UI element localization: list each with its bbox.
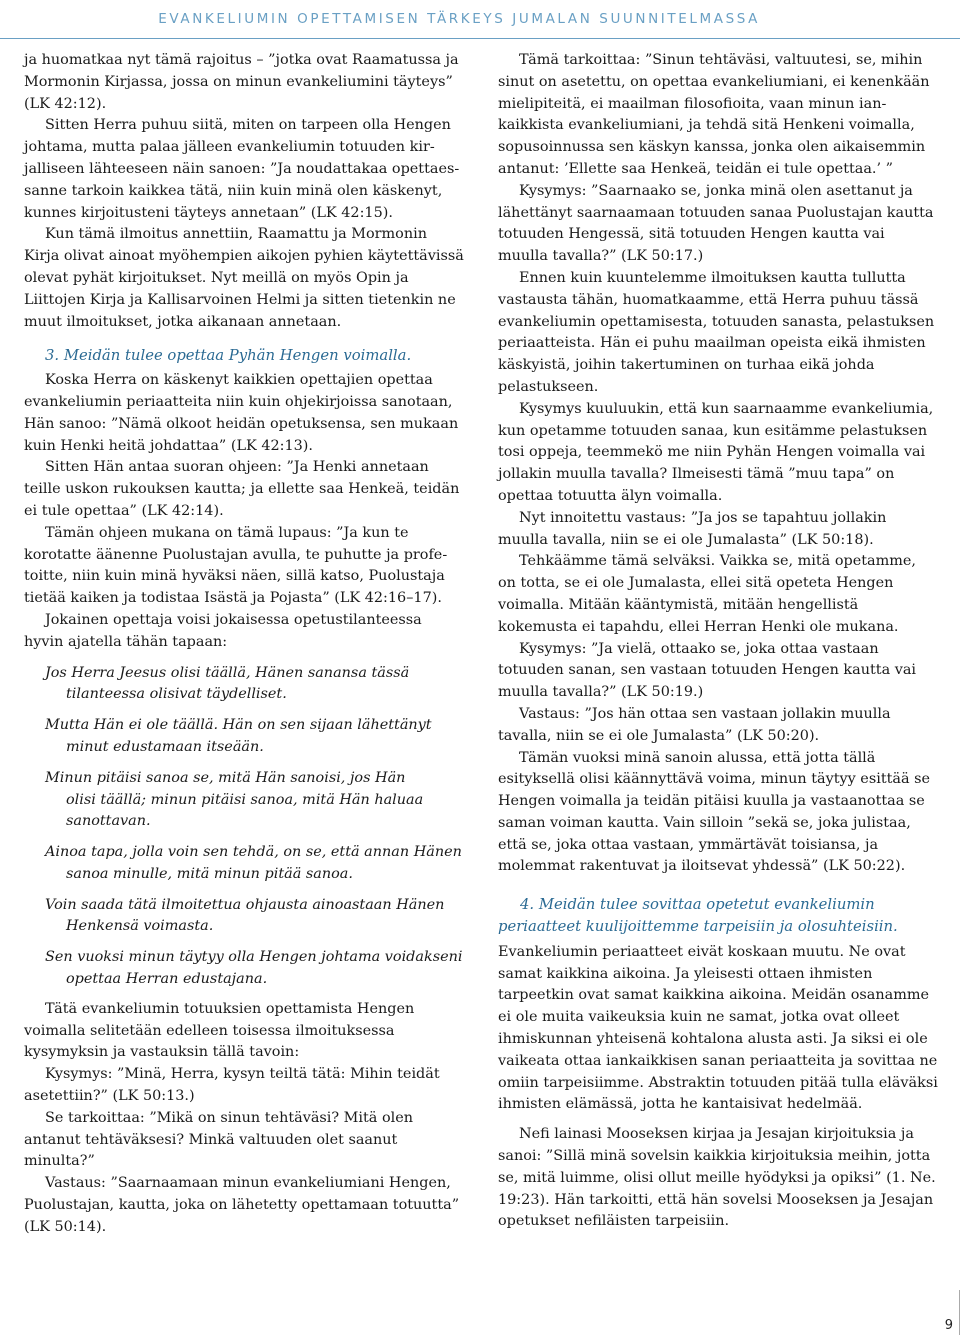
paragraph: ja huomatkaa nyt tämä rajoitus – ”jotka ovat Raamatussa ja Mormonin Kirjassa, jossa on minun evankeliumini täyteys” (LK 42:12). [24,52,459,112]
quote-text: Ainoa tapa, jolla voin sen tehdä, on se, että annan Hänen [45,844,462,861]
paragraph: Tämä tarkoittaa: ”Sinun tehtäväsi, valtuutesi, se, mihin sinut on asetettu, on opettaa evankeliumiani, ei kenenkään mielipiteitä, ei maailman filosofioita, vaan minun iankaikkista evankeliumiani, ja tehdä sitä Henkeni voimalla, sopusoinnussa sen käskyn kanssa, jonka olen aikaisemmin antanut: ’Ellette saa Henkeä, teidän ei tule opettaa.’ ” [498,52,930,177]
quote-text: Jos Herra Jeesus olisi täällä, Hänen sanansa tässä [45,664,410,681]
paragraph: Kysymys kuuluukin, että kun saarnaamme evankeliumia, kun opetamme totuuden sanaa, kun esitämme pelastuksen tosi oppeja, teemmekö me niin Pyhän Hengen voimalla vai jollakin muulla tavalla? Ilmeisesti tämä ”muu tapa” on opettaa totuutta älyn voimalla. [498,400,934,504]
section-heading-3: 3. Meidän tulee opettaa Pyhän Hengen voimalla. [45,347,412,365]
quote-text: Sen vuoksi minun täytyy olla Hengen johtama voidakseni [45,949,463,966]
paragraph: Kysymys: ”Saarnaako se, jonka minä olen asettanut ja lähettänyt saarnaamaan totuuden sanaa Puolustajan kautta totuuden Hengessä, sitä totuuden Hengen kautta vai muulla tavalla?” (LK 50:17.) [498,182,934,265]
quote-text: opettaa Herran edustajana. [66,971,268,988]
paragraph: Kysymys: ”Minä, Herra, kysyn teiltä tätä: Mihin teidät asetettiin?” (LK 50:13.) [24,1066,440,1105]
paragraph: Ennen kuin kuuntelemme ilmoituksen kautta tullutta vastausta tähän, huomatkaamme, että Herra puhuu tässä evankeliumin opettamisesta, totuuden sanasta, pelastuksen periaatteista. Hän ei puhu maailman opeista eikä ihmisten käskyistä, joihin takertuminen on turhaa eikä johda pelastukseen. [498,269,935,395]
quote-text: Henkensä voimasta. [66,918,214,935]
paragraph: Koska Herra on käskenyt kaikkien opettajien opettaa evankeliumin periaatteita niin kuin ohjekirjoissa sanotaan, Hän sanoo: ”Nämä olkoot heidän opetuksensa, sen mukaan kuin Henki heitä johdattaa” (LK 42:13). [24,372,459,454]
paragraph: Se tarkoittaa: ”Mikä on sinun tehtäväsi? Mitä olen antanut tehtäväksesi? Minkä valtuuden olet saanut minulta?” [24,1109,414,1170]
quote-line [24,895,464,939]
paragraph: Nyt innoitettu vastaus: ”Ja jos se tapahtuu jollakin muulla tavalla, niin se ei ole Jumalasta” (LK 50:18). [498,509,887,548]
paragraph: Tämän ohjeen mukana on tämä lupaus: ”Ja kun te korotatte äänenne Puolustajan avulla, te puhutte ja profetoitte, niin kuin minä hyväksi näen, sillä katso, Puolustaja tietää kaiken ja todistaa Isästä ja Pojasta” (LK 42:16–17). [24,524,448,607]
left-column [24,50,464,1239]
paragraph: Kun tämä ilmoitus annettiin, Raamattu ja Mormonin Kirja olivat ainoat myöhempien aikojen pyhien käytettävissä olevat pyhät kirjoitukset. Nyt meillä on myös Opin ja Liittojen Kirja ja Kallisarvoinen Helmi ja sitten tietenkin ne muut ilmoitukset, jotka aikanaan annetaan. [24,226,464,330]
right-column [498,50,938,1233]
quote-text: sanoa minulle, mitä minun pitää sanoa. [66,865,353,882]
quote-line [24,768,464,833]
quote-text: olisi täällä; minun pitäisi sanoa, mitä Hän haluaa sanottavan. [66,791,424,830]
page-number: 9 [944,1318,953,1333]
paragraph: Nefi lainasi Mooseksen kirjaa ja Jesajan kirjoituksia ja sanoi: ”Sillä minä sovelsin kaikkia kirjoituksia meihin, jotta se, mitä luimme, olisi ollut meille hyödyksi ja opiksi” (1. Ne. 19:23). Hän tarkoitti, että hän sovelsi Mooseksen ja Jesajan opetukset nefiläisten tarpeisiin. [498,1126,936,1230]
paragraph: Tätä evankeliumin totuuksien opettamista Hengen voimalla selitetään edelleen toisessa ilmoituksessa kysymyksin ja vastauksin tällä tavoin: [24,1000,415,1061]
quote-line [24,842,464,886]
quote-line [24,947,464,991]
quote-text: Mutta Hän ei ole täällä. Hän on sen sijaan lähettänyt [45,717,432,734]
quote-text: minut edustamaan itseään. [66,738,264,755]
running-title: EVANKELIUMIN OPETTAMISEN TÄRKEYS JUMALAN SUUNNITELMASSA [158,11,760,27]
paragraph: Tämän vuoksi minä sanoin alussa, että jotta tällä esityksellä olisi käännyttävä voima, minun täytyy esittää se Hengen voimalla ja teidän pitäisi kuulla ja vastaanottaa se saman voiman kautta. Vain silloin ”sekä se, joka julistaa, että se, joka ottaa vastaan, ymmärtävät toisiansa, ja molemmat rakentuvat ja iloitsevat yhdessä” (LK 50:22). [498,749,931,875]
quote-line [24,663,464,707]
quote-text: Voin saada tätä ilmoitettua ohjausta ainoastaan Hänen [45,896,445,913]
paragraph: Tehkäämme tämä selväksi. Vaikka se, mitä opetamme, on totta, se ei ole Jumalasta, ellei sitä opeteta Hengen voimalla. Mitään kääntymistä, mitään hengellistä kokemusta ei tapahdu, ellei Herran Henki ole mukana. [498,553,916,635]
paragraph: Sitten Herra puhuu siitä, miten on tarpeen olla Hengen johtama, mutta palaa jälleen evankeliumin totuuden kirjalliseen lähteeseen näin sanoen: ”Ja noudattakaa opettaessanne tarkoin kaikkea tätä, niin kuin minä olen käskenyt, kunnes kirjoitusteni täyteys annetaan” (LK 42:15). [24,117,460,221]
quote-text: tilanteessa olisivat täydelliset. [66,686,287,703]
paragraph: Jokainen opettaja voisi jokaisessa opetustilanteessa hyvin ajatella tähän tapaan: [24,611,422,650]
paragraph: Kysymys: ”Ja vielä, ottaako se, joka ottaa vastaan totuuden sanan, sen vastaan totuuden Hengen kautta vai muulla tavalla?” (LK 50:19.) [498,640,917,701]
section-heading-4: 4. Meidän tulee sovittaa opetetut evankeliumin periaatteet kuulijoittemme tarpeisiin ja olosuhteisiin. [498,896,898,936]
paragraph: Vastaus: ”Jos hän ottaa sen vastaan jollakin muulla tavalla, niin se ei ole Jumalasta” (LK 50:20). [498,705,891,744]
quote-line [24,715,464,759]
header-rule [0,38,960,39]
running-header [0,0,960,40]
paragraph: Vastaus: ”Saarnaamaan minun evankeliumiani Hengen, Puolustajan, kautta, joka on lähetetty opettamaan totuutta” (LK 50:14). [24,1175,460,1235]
paragraph: Sitten Hän antaa suoran ohjeen: ”Ja Henki annetaan teille uskon rukouksen kautta; ja ellette saa Henkeä, teidän ei tule opettaa” (LK 42:14). [24,459,460,519]
paragraph: Evankeliumin periaatteet eivät koskaan muutu. Ne ovat samat kaikkina aikoina. Ja yleisesti ottaen ihmisten tarpeetkin ovat samat kaikkina aikoina. Meidän osanamme ei ole muita vaikeuksia kuin ne samat, jotka ovat olleet ihmiskunnan yhteisenä kohtalona alusta asti. Ja siksi ei ole vaikeata ottaa iankaikkisen sanan periaatteita ja sovittaa ne omiin tarpeisiimme. Abstraktin totuuden pitää tulla eläväksi ihmisten elämässä, jotta he kantaisivat hedelmää. [498,943,938,1113]
quote-text: Minun pitäisi sanoa se, mitä Hän sanoisi, jos Hän [45,769,406,786]
